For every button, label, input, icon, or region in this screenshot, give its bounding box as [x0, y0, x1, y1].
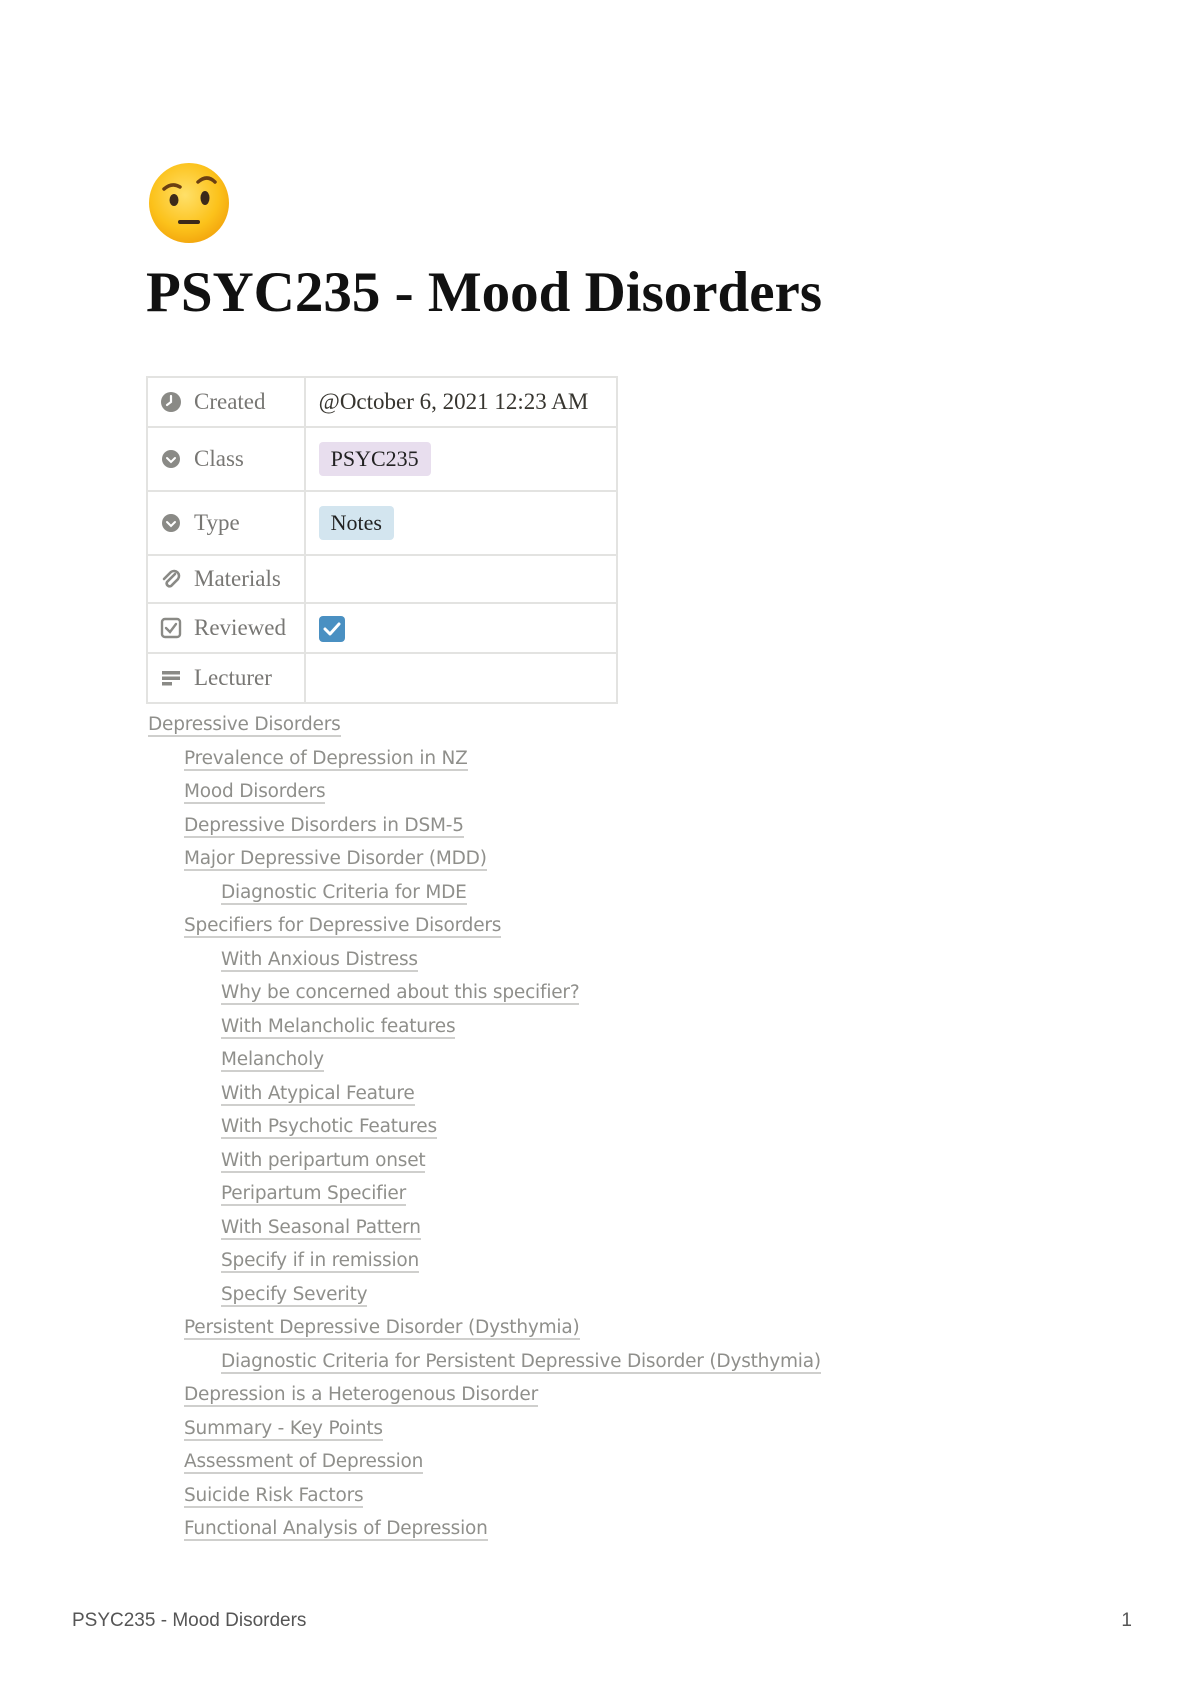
face-with-raised-eyebrow-emoji — [146, 160, 232, 246]
toc-item — [148, 1012, 821, 1046]
toc-link[interactable]: Why be concerned about this specifier? — [221, 982, 580, 1003]
toc-link[interactable]: Persistent Depressive Disorder (Dysthymia) — [184, 1317, 580, 1338]
toc-link[interactable]: Peripartum Specifier — [221, 1183, 407, 1204]
toc-item — [148, 744, 821, 778]
toc-link[interactable]: With Seasonal Pattern — [221, 1216, 421, 1238]
footer-title: PSYC235 - Mood Disorders — [72, 1610, 307, 1631]
toc-link[interactable]: Diagnostic Criteria for MDE — [221, 881, 467, 903]
toc-item — [148, 1280, 821, 1314]
table-of-contents — [148, 710, 821, 1548]
toc-item — [148, 1347, 821, 1381]
property-row-created — [147, 377, 617, 427]
toc-item — [148, 1045, 821, 1079]
reviewed-checkbox[interactable] — [319, 616, 345, 642]
toc-link[interactable]: Assessment of Depression — [184, 1451, 424, 1472]
toc-link[interactable]: With Atypical Feature — [221, 1082, 415, 1104]
toc-item — [148, 1414, 821, 1448]
toc-link[interactable]: With peripartum onset — [221, 1149, 426, 1171]
class-tag[interactable]: PSYC235 — [319, 442, 431, 476]
toc-item — [148, 1313, 821, 1347]
checkbox-icon — [160, 617, 182, 639]
property-key: Lecturer — [194, 665, 272, 690]
toc-item — [148, 878, 821, 912]
toc-link[interactable]: Functional Analysis of Depression — [184, 1518, 488, 1539]
property-row-reviewed — [147, 603, 617, 653]
toc-link[interactable]: Depression is a Heterogenous Disorder — [184, 1384, 538, 1405]
toc-link[interactable]: With Psychotic Features — [221, 1116, 437, 1137]
toc-link[interactable]: Specify if in remission — [221, 1250, 420, 1271]
properties-table — [146, 376, 618, 704]
toc-item — [148, 1112, 821, 1146]
toc-item — [148, 1246, 821, 1280]
created-value[interactable]: @October 6, 2021 12:23 AM — [318, 389, 589, 414]
toc-item — [148, 911, 821, 945]
toc-item — [148, 1380, 821, 1414]
property-row-class — [147, 427, 617, 491]
text-lines-icon — [160, 667, 182, 689]
toc-link[interactable]: Specify Severity — [221, 1283, 368, 1305]
footer-page-number: 1 — [1121, 1610, 1132, 1631]
toc-link[interactable]: Specifiers for Depressive Disorders — [184, 915, 502, 936]
toc-item — [148, 1213, 821, 1247]
property-row-materials — [147, 555, 617, 603]
toc-link[interactable]: Diagnostic Criteria for Persistent Depressive Disorder (Dysthymia) — [221, 1350, 821, 1372]
toc-link[interactable]: Depressive Disorders — [148, 714, 341, 735]
toc-item — [148, 945, 821, 979]
toc-link[interactable]: Mood Disorders — [184, 781, 326, 802]
property-key: Materials — [194, 566, 281, 591]
checkmark-icon — [319, 616, 345, 642]
type-tag[interactable]: Notes — [319, 506, 394, 540]
toc-item — [148, 777, 821, 811]
page-title: PSYC235 - Mood Disorders — [146, 261, 823, 324]
toc-item — [148, 1079, 821, 1113]
toc-link[interactable]: With Melancholic features — [221, 1015, 456, 1037]
toc-item — [148, 1179, 821, 1213]
toc-item — [148, 1146, 821, 1180]
toc-item — [148, 1481, 821, 1515]
toc-link[interactable]: Depressive Disorders in DSM-5 — [184, 814, 464, 836]
property-row-type — [147, 491, 617, 555]
toc-link[interactable]: Summary - Key Points — [184, 1417, 383, 1439]
toc-link[interactable]: Suicide Risk Factors — [184, 1484, 364, 1506]
property-key: Reviewed — [194, 615, 286, 640]
clock-icon — [160, 391, 182, 413]
toc-link[interactable]: Major Depressive Disorder (MDD) — [184, 848, 487, 869]
toc-link[interactable]: Melancholy — [221, 1049, 324, 1070]
toc-link[interactable]: With Anxious Distress — [221, 948, 418, 970]
toc-item — [148, 1447, 821, 1481]
select-icon — [160, 448, 182, 470]
select-icon — [160, 512, 182, 534]
toc-item — [148, 1514, 821, 1548]
toc-link[interactable]: Prevalence of Depression in NZ — [184, 747, 468, 769]
toc-item — [148, 710, 821, 744]
property-key: Class — [194, 446, 244, 471]
property-row-lecturer — [147, 653, 617, 703]
toc-item — [148, 978, 821, 1012]
property-key: Created — [194, 389, 266, 414]
toc-item — [148, 811, 821, 845]
toc-item — [148, 844, 821, 878]
property-key: Type — [194, 510, 240, 535]
paperclip-icon — [160, 568, 182, 590]
